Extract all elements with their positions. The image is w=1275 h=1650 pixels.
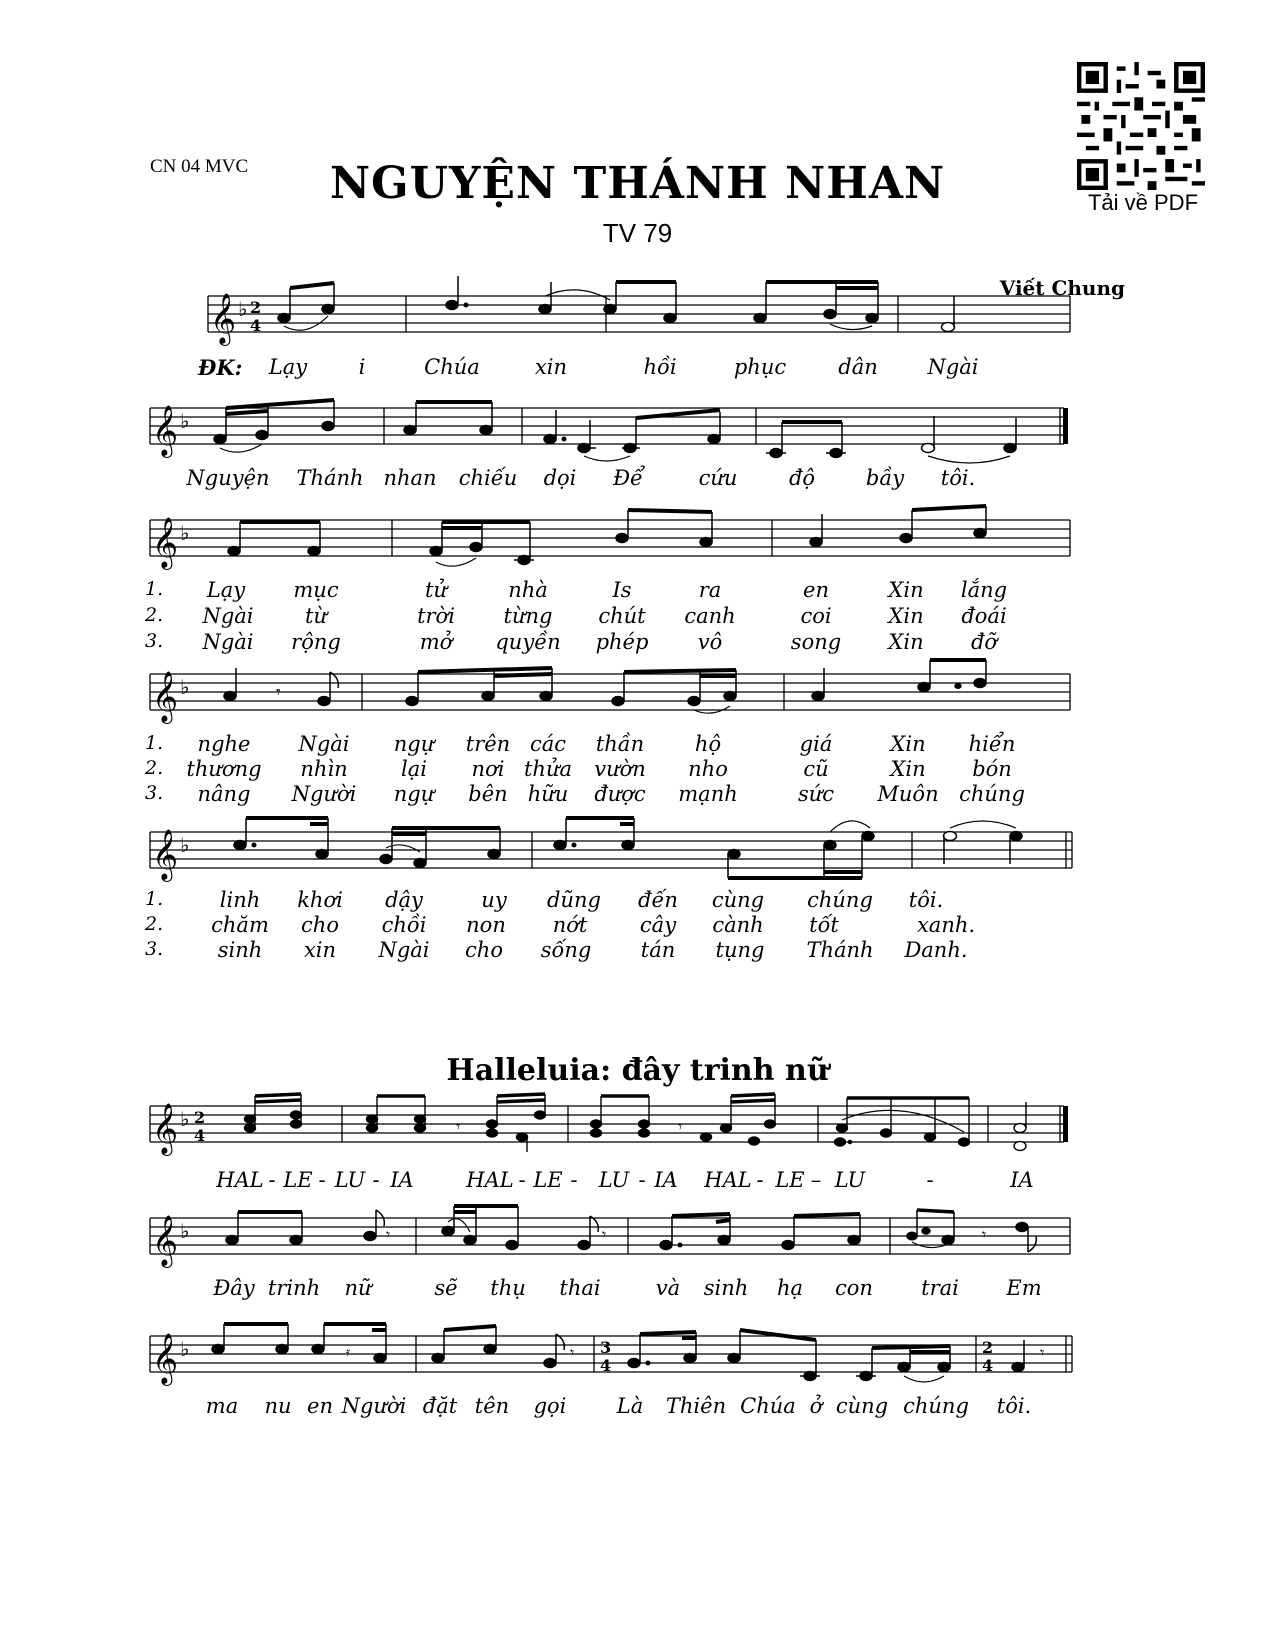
lyric-word: chúng	[807, 888, 873, 912]
lyric-hyphen: -	[268, 1168, 276, 1192]
download-pdf-link[interactable]: Tải về PDF	[1087, 190, 1199, 215]
svg-text:𝄾: 𝄾	[276, 682, 281, 703]
lyric-word: độ	[788, 466, 816, 490]
lyric-syllable: IA	[654, 1168, 678, 1192]
lyric-word: Chúa	[740, 1394, 796, 1418]
lyric-word: Thánh	[296, 466, 364, 490]
lyric-word: đoái	[961, 604, 1007, 628]
lyric-word: sống	[540, 938, 592, 962]
refrain-lyric-line-1	[150, 355, 1120, 383]
lyric-word: nâng	[197, 782, 251, 806]
lyric-hyphen: -	[756, 1168, 764, 1192]
lyric-word: Xin	[888, 604, 924, 628]
lyric-word: cây	[639, 913, 677, 937]
svg-text:𝄞: 𝄞	[152, 1103, 179, 1154]
verse-1-line	[145, 732, 1120, 758]
lyric-word: dân	[838, 355, 878, 379]
refrain-marker: ĐK:	[198, 355, 243, 380]
lyric-word: sinh	[217, 938, 263, 962]
lyric-word: Là	[616, 1394, 644, 1418]
svg-text:𝄞: 𝄞	[152, 405, 179, 456]
psalm-reference: TV 79	[602, 218, 673, 248]
svg-text:2: 2	[982, 1338, 994, 1357]
song-code: CN 04 MVC	[150, 156, 249, 177]
svg-text:4: 4	[982, 1356, 994, 1375]
lyric-word: Ngài	[202, 604, 254, 628]
lyric-word: thần	[595, 732, 645, 756]
lyric-word: tôi.	[940, 466, 976, 490]
lyric-word: Người	[291, 782, 357, 806]
lyric-word: chồi	[381, 913, 427, 937]
lyric-word: hồi	[643, 355, 677, 379]
lyric-word: bón	[972, 757, 1012, 781]
lyric-word: ngự	[393, 732, 435, 756]
verse-2-line	[145, 604, 1120, 630]
refrain-lyric-line-2	[150, 466, 1120, 494]
lyric-word: ma	[205, 1394, 239, 1418]
verse-1-line	[145, 888, 1120, 914]
lyric-word: và	[655, 1276, 681, 1300]
verse-number: 3.	[145, 938, 164, 960]
verse-number: 3.	[145, 630, 164, 652]
svg-text:4: 4	[600, 1356, 612, 1375]
lyric-word: nữ	[344, 1276, 372, 1300]
lyric-word: bên	[468, 782, 508, 806]
lyric-word: nhan	[383, 466, 437, 490]
lyric-hyphen: -	[518, 1168, 526, 1192]
lyric-word: tụng	[715, 938, 765, 962]
lyric-syllable: LE	[775, 1168, 805, 1192]
svg-text:𝄞: 𝄞	[152, 671, 179, 722]
svg-text:♭: ♭	[180, 1107, 190, 1131]
lyric-word: Thánh	[806, 938, 874, 962]
verse-number: 3.	[145, 782, 164, 804]
lyric-word: bầy	[865, 466, 905, 490]
staff-system-4	[150, 664, 1120, 724]
staff-system-1	[150, 286, 1120, 346]
alleluia-staff-3	[150, 1326, 1120, 1386]
lyric-syllable: HAL	[704, 1168, 752, 1192]
lyric-word: trên	[465, 732, 511, 756]
lyric-word: tôi.	[996, 1394, 1032, 1418]
lyric-word: ra	[698, 578, 722, 602]
alleluia-lyric-line-3	[150, 1394, 1120, 1422]
svg-text:♭: ♭	[180, 675, 190, 699]
staff-system-3	[150, 510, 1120, 570]
lyric-word: hộ	[694, 732, 722, 756]
lyric-word: hạ	[776, 1276, 804, 1300]
lyric-word: coi	[800, 604, 832, 628]
lyric-hyphen: -	[570, 1168, 578, 1192]
lyric-syllable: IA	[1010, 1168, 1034, 1192]
svg-text:𝄾: 𝄾	[678, 1117, 683, 1136]
lyric-word: tên	[474, 1394, 510, 1418]
alleluia-title: Halleluia: đây trinh nữ	[446, 1053, 829, 1088]
verse-3-line	[145, 782, 1120, 808]
lyric-syllable: LE	[283, 1168, 313, 1192]
lyric-word: Ngài	[298, 732, 350, 756]
svg-text:𝄾: 𝄾	[1040, 1343, 1045, 1362]
lyric-word: trinh	[267, 1276, 321, 1300]
lyric-word: tốt	[809, 913, 839, 937]
verse-3-line	[145, 630, 1120, 656]
alleluia-lyric-line-1	[150, 1168, 1120, 1196]
lyric-word: cứu	[698, 466, 738, 490]
lyric-word: đặt	[422, 1394, 458, 1418]
svg-text:𝄿: 𝄿	[346, 1345, 350, 1360]
lyric-word: phép	[595, 630, 649, 654]
staff-system-5	[150, 818, 1120, 882]
lyric-word: xin	[534, 355, 568, 379]
svg-text:𝄾: 𝄾	[456, 1117, 461, 1136]
lyric-word: thương	[186, 757, 262, 781]
lyric-word: rộng	[291, 630, 341, 654]
lyric-word: dọi	[543, 466, 577, 490]
svg-text:𝄞: 𝄞	[152, 1333, 179, 1384]
lyric-syllable: LU	[598, 1168, 630, 1192]
lyric-word: Lạy	[206, 578, 246, 602]
verse-number: 2.	[145, 757, 164, 779]
lyric-syllable: LU	[834, 1168, 866, 1192]
lyric-word: sinh	[703, 1276, 749, 1300]
lyric-word: xin	[303, 938, 337, 962]
lyric-word: ở	[809, 1394, 823, 1418]
svg-text:4: 4	[250, 316, 262, 335]
verse-number: 1.	[145, 578, 164, 600]
lyric-word: trai	[921, 1276, 959, 1300]
lyric-word: chăm	[211, 913, 269, 937]
lyric-word: tử	[425, 578, 447, 602]
lyric-word: Muôn	[877, 782, 939, 806]
lyric-word: lại	[401, 757, 427, 781]
composer-name: Viết Chung	[999, 276, 1125, 300]
verses-c-lyrics	[145, 888, 1120, 968]
verses-a-lyrics	[145, 578, 1120, 668]
lyric-word: uy	[481, 888, 507, 912]
lyric-word: nghe	[197, 732, 251, 756]
svg-text:3: 3	[600, 1338, 612, 1357]
lyric-word: ngự	[393, 782, 435, 806]
lyric-word: Is	[612, 578, 632, 602]
lyric-syllable: LE	[533, 1168, 563, 1192]
lyric-word: tán	[640, 938, 676, 962]
svg-text:♭: ♭	[180, 1219, 190, 1243]
lyric-word: Ngài	[927, 355, 979, 379]
svg-text:𝄾: 𝄾	[602, 1225, 607, 1244]
lyric-hyphen: -	[638, 1168, 646, 1192]
song-title: NGUYỆN THÁNH NHAN	[329, 158, 946, 209]
svg-text:𝄾: 𝄾	[570, 1343, 575, 1362]
lyric-word: Để	[613, 466, 643, 490]
lyric-word: Nguyện	[186, 466, 270, 490]
lyric-word: Xin	[888, 630, 924, 654]
verse-number: 1.	[145, 732, 164, 754]
lyric-word: chúng	[959, 782, 1025, 806]
verse-number: 2.	[145, 913, 164, 935]
lyric-word: mở	[419, 630, 453, 654]
lyric-word: đỡ	[970, 630, 998, 654]
alleluia-lyric-line-2	[150, 1276, 1120, 1304]
staff-system-2	[150, 398, 1120, 458]
qr-code-icon[interactable]	[1077, 62, 1205, 190]
lyric-word: Em	[1006, 1276, 1042, 1300]
lyric-syllable: HAL	[216, 1168, 264, 1192]
lyric-word: canh	[684, 604, 736, 628]
lyric-word: nhà	[508, 578, 548, 602]
lyric-hyphen: -	[318, 1168, 326, 1192]
lyric-word: song	[790, 630, 842, 654]
lyric-word: Lạy	[268, 355, 308, 379]
svg-text:♭: ♭	[180, 833, 190, 857]
lyric-syllable: LU	[334, 1168, 366, 1192]
verses-b-lyrics	[145, 732, 1120, 812]
lyric-word: nớt	[552, 913, 588, 937]
lyric-word: nhìn	[300, 757, 348, 781]
lyric-word: cùng	[835, 1394, 889, 1418]
lyric-word: cùng	[711, 888, 765, 912]
alleluia-staff-2	[150, 1208, 1120, 1268]
svg-text:𝄞: 𝄞	[152, 1215, 179, 1266]
lyric-word: sẽ	[434, 1276, 458, 1300]
lyric-word: vô	[697, 630, 723, 654]
lyric-word: i	[358, 355, 366, 379]
lyric-word: tôi.	[908, 888, 944, 912]
lyric-word: thụ	[490, 1276, 526, 1300]
svg-text:♭: ♭	[180, 1337, 190, 1361]
lyric-word: khơi	[297, 888, 343, 912]
lyric-word: Chúa	[424, 355, 480, 379]
lyric-word: đến	[638, 888, 678, 912]
lyric-word: thai	[559, 1276, 601, 1300]
alleluia-staff-1	[150, 1096, 1120, 1162]
lyric-word: lắng	[960, 578, 1008, 602]
lyric-hyphen: –	[810, 1168, 822, 1192]
svg-text:2: 2	[250, 298, 262, 317]
lyric-word: Danh.	[904, 938, 968, 962]
lyric-word: sức	[797, 782, 835, 806]
lyric-word: Người	[341, 1394, 407, 1418]
lyric-word: mục	[293, 578, 339, 602]
svg-text:♭: ♭	[238, 297, 248, 321]
verse-number: 2.	[145, 604, 164, 626]
lyric-word: mạnh	[678, 782, 738, 806]
lyric-word: các	[529, 732, 567, 756]
lyric-word: en	[307, 1394, 333, 1418]
lyric-word: en	[803, 578, 829, 602]
lyric-word: phục	[733, 355, 787, 379]
lyric-word: hữu	[527, 782, 569, 806]
lyric-word: xanh.	[916, 913, 976, 937]
lyric-syllable: HAL	[466, 1168, 514, 1192]
lyric-word: hiển	[968, 732, 1016, 756]
svg-text:𝄞: 𝄞	[152, 829, 179, 880]
svg-text:4: 4	[194, 1126, 206, 1145]
verse-3-line	[145, 938, 1120, 964]
svg-text:𝄾: 𝄾	[982, 1225, 987, 1244]
lyric-word: dậy	[385, 888, 423, 912]
lyric-hyphen: -	[372, 1168, 380, 1192]
lyric-word: Ngài	[378, 938, 430, 962]
lyric-word: thửa	[523, 757, 573, 781]
lyric-word: trời	[417, 604, 455, 628]
lyric-hyphen: -	[926, 1168, 934, 1192]
lyric-word: nơi	[471, 757, 505, 781]
svg-text:𝄞: 𝄞	[152, 517, 179, 568]
lyric-word: linh	[219, 888, 261, 912]
lyric-word: nu	[264, 1394, 292, 1418]
svg-text:𝄾: 𝄾	[386, 1225, 391, 1244]
lyric-word: chút	[598, 604, 646, 628]
lyric-word: Xin	[890, 732, 926, 756]
svg-text:♭: ♭	[180, 521, 190, 545]
svg-text:𝄞: 𝄞	[210, 293, 237, 344]
lyric-word: Xin	[890, 757, 926, 781]
lyric-word: nho	[688, 757, 728, 781]
svg-text:2: 2	[194, 1108, 206, 1127]
lyric-word: gọi	[533, 1394, 567, 1418]
lyric-word: từ	[305, 604, 327, 628]
lyric-word: Xin	[888, 578, 924, 602]
lyric-syllable: IA	[390, 1168, 414, 1192]
verse-2-line	[145, 913, 1120, 939]
lyric-word: cũ	[803, 757, 829, 781]
lyric-word: non	[466, 913, 506, 937]
lyric-word: con	[835, 1276, 873, 1300]
lyric-word: cành	[712, 913, 764, 937]
verse-2-line	[145, 757, 1120, 783]
lyric-word: Ngài	[202, 630, 254, 654]
lyric-word: được	[594, 782, 646, 806]
lyric-word: giá	[799, 732, 833, 756]
svg-text:♭: ♭	[180, 409, 190, 433]
lyric-word: chiếu	[458, 466, 518, 490]
lyric-word: chúng	[903, 1394, 969, 1418]
lyric-word: cho	[465, 938, 503, 962]
verse-number: 1.	[145, 888, 164, 910]
lyric-word: Thiên	[665, 1394, 727, 1418]
lyric-word: Đây	[213, 1276, 255, 1300]
verse-1-line	[145, 578, 1120, 604]
lyric-word: dũng	[547, 888, 601, 912]
lyric-word: cho	[301, 913, 339, 937]
lyric-word: từng	[503, 604, 553, 628]
lyric-word: quyền	[495, 630, 561, 654]
lyric-word: vườn	[594, 757, 646, 781]
